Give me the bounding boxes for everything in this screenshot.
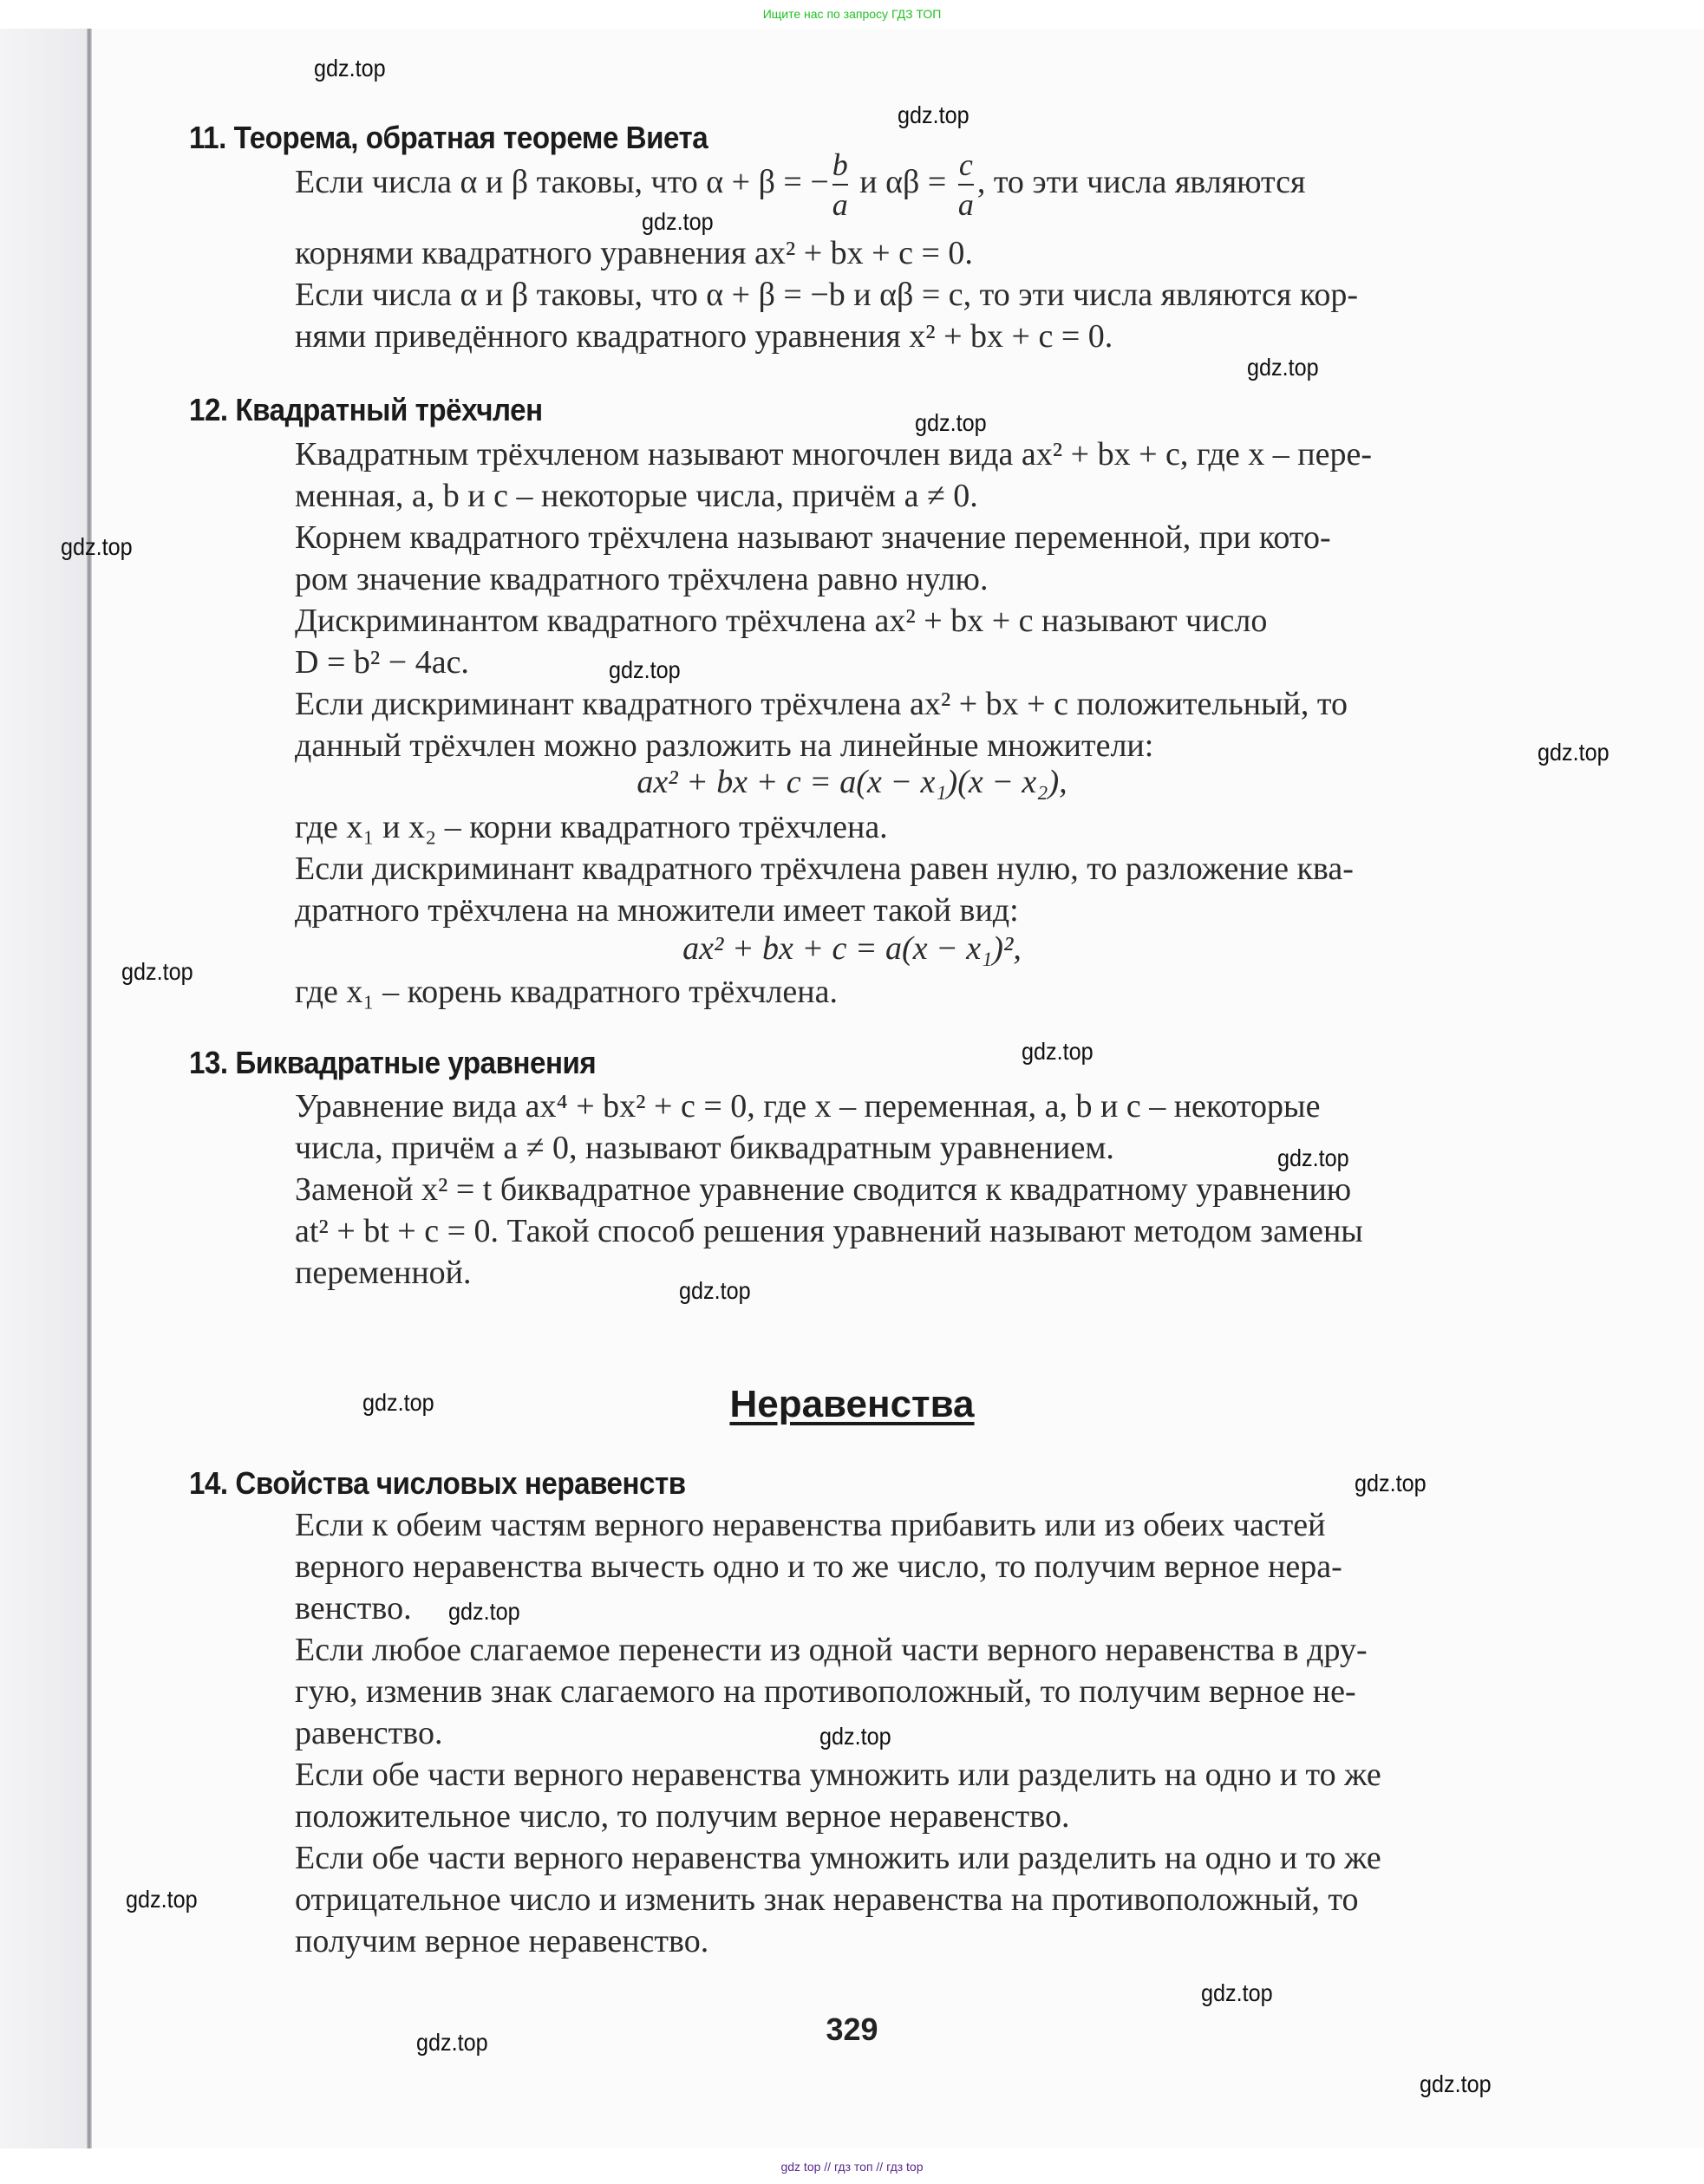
top-banner[interactable]: Ищите нас по запросу ГДЗ ТОП	[762, 7, 942, 21]
section-12-title: 12. Квадратный трёхчлен	[189, 392, 543, 427]
fraction-c-over-a: $\frac{c}{a}$	[957, 147, 974, 223]
fraction-b-over-a: $\frac{b}{a}$	[832, 147, 848, 223]
watermark: gdz.top	[362, 1389, 434, 1416]
watermark: gdz.top	[448, 1598, 520, 1625]
watermark: gdz.top	[416, 2029, 488, 2056]
watermark: gdz.top	[126, 1886, 198, 1913]
watermark: gdz.top	[61, 533, 133, 560]
watermark: gdz.top	[642, 208, 714, 235]
section-12-body-3: где x₁ – корень квадратного трёхчлена.	[295, 974, 838, 1010]
watermark: gdz.top	[1538, 739, 1609, 766]
text: Если числа α и β таковы, что α + β = −	[295, 164, 829, 200]
watermark: gdz.top	[819, 1723, 891, 1750]
left-page-edge	[0, 29, 87, 2148]
page-number: 329	[826, 2011, 878, 2047]
text: и αβ =	[851, 164, 955, 200]
watermark: gdz.top	[609, 656, 681, 683]
bottom-banner[interactable]: gdz top // гдз топ // гдз top	[0, 2150, 1704, 2184]
watermark: gdz.top	[1201, 1979, 1273, 2006]
watermark: gdz.top	[121, 958, 193, 985]
book-spine	[87, 29, 92, 2148]
section-14-body: Если к обеим частям верного неравенства прибавить или из обеих частей верного неравенства вычесть одно и то же число, то получим верное нера- венство. Если любое слагаемое перенести из одной части верного неравенства в дру- гую, изменив знак слагаемого на противоположный, то получим верное не- равенство. Если обе части верного неравенства умножить или разделить на одно и то же положительное число, то получим верное неравенство. Если обе части верного неравенства умножить или разделить на одно и то же отрицательное число и изменить знак неравенства на противоположный, то получим верное неравенство.	[295, 1507, 1381, 1959]
section-13-title: 13. Биквадратные уравнения	[189, 1045, 597, 1080]
watermark: gdz.top	[1277, 1144, 1349, 1171]
watermark: gdz.top	[1420, 2070, 1492, 2097]
text: , то эти числа являются	[976, 164, 1306, 200]
watermark: gdz.top	[1247, 354, 1319, 381]
section-11-title: 11. Теорема, обратная теореме Виета	[189, 120, 708, 155]
watermark: gdz.top	[915, 409, 987, 436]
section-12-body-2: где x₁ и x₂ – корни квадратного трёхчлена. Если дискриминант квадратного трёхчлена равен нулю, то разложение ква- дратного трёхчлена на множители имеет такой вид:	[295, 809, 1354, 929]
section-13-body: Уравнение вида ax⁴ + bx² + c = 0, где x – переменная, a, b и c – некоторые числа, причём a ≠ 0, называют биквадратным уравнением. Заменой x² = t биквадратное уравнение сводится к квадратному уравнению at² + bt + c = 0. Такой способ решения уравнений называют методом замены переменной.	[295, 1088, 1363, 1291]
watermark: gdz.top	[314, 55, 386, 81]
section-12-body: Квадратным трёхчленом называют многочлен вида ax² + bx + c, где x – пере- менная, a, b и c – некоторые числа, причём a ≠ 0. Корнем квадратного трёхчлена называют значение переменной, при кото- ром значение квадратного трёхчлена равно нулю. Дискриминантом квадратного трёхчлена ax² + bx + c называют число D = b² − 4ac. Если дискриминант квадратного трёхчлена ax² + bx + c положительный, то данный трёхчлен можно разложить на линейные множители:	[295, 436, 1372, 764]
section-11-paragraph-1-cont: корнями квадратного уравнения ax² + bx + c = 0. Если числа α и β таковы, что α + β = −b и αβ = c, то эти числа являются кор- нями приведённого квадратного уравнения x² + bx + c = 0.	[295, 235, 1359, 355]
watermark: gdz.top	[898, 101, 970, 128]
watermark: gdz.top	[1022, 1038, 1094, 1065]
formula-factorization-two-roots: ax² + bx + c = a(x − x₁)(x − x₂),	[637, 764, 1067, 800]
section-14-title: 14. Свойства числовых неравенств	[189, 1465, 686, 1501]
watermark: gdz.top	[1355, 1470, 1427, 1496]
chapter-title: Неравенства	[729, 1383, 975, 1425]
watermark: gdz.top	[679, 1277, 751, 1304]
formula-factorization-one-root: ax² + bx + c = a(x − x₁)²,	[682, 930, 1022, 967]
